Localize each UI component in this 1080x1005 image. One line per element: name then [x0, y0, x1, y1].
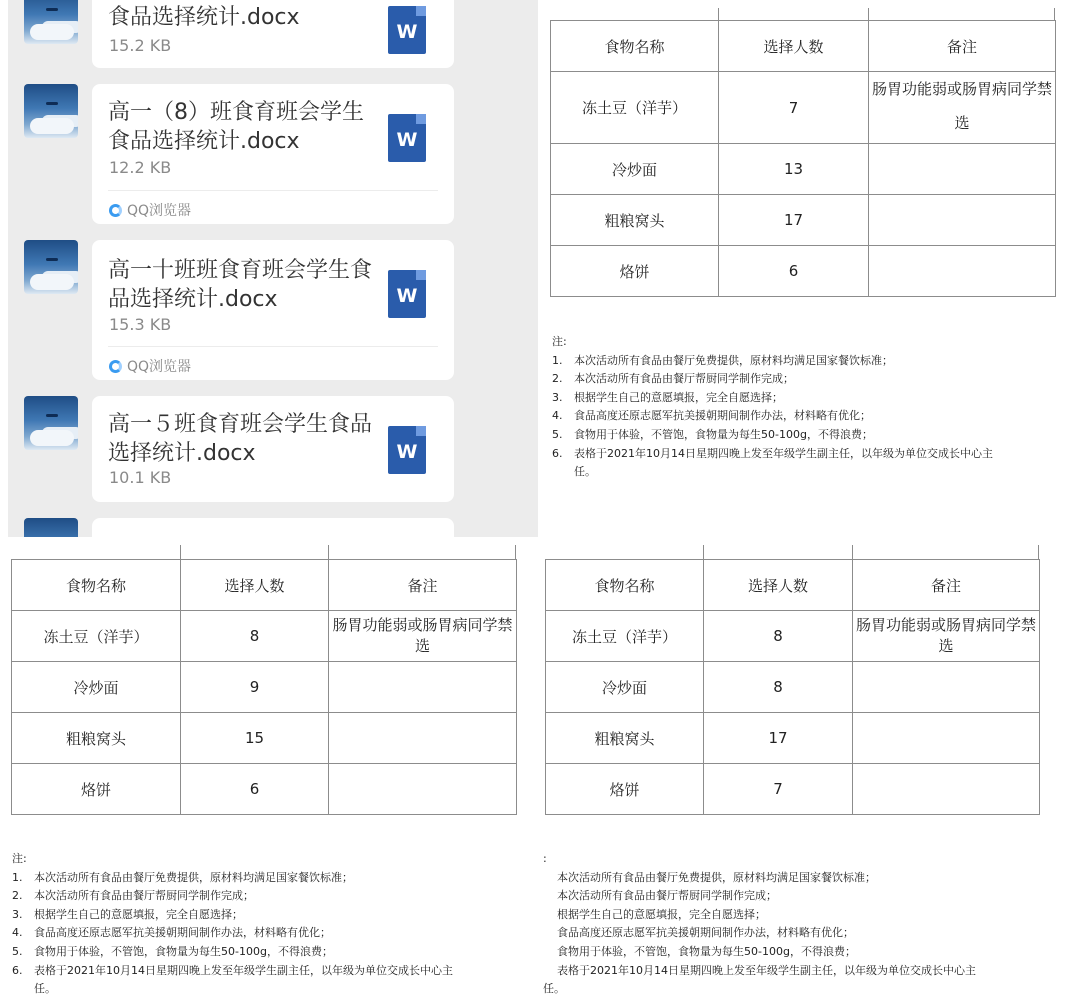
food-name-cell: 粗粮窝头 — [12, 713, 181, 764]
food-name-cell: 冻土豆（洋芋） — [12, 611, 181, 662]
word-file-icon: W — [388, 6, 426, 54]
word-file-icon: W — [388, 270, 426, 318]
food-name-cell: 冷炒面 — [12, 662, 181, 713]
header-cell: 食物名称 — [12, 560, 181, 611]
food-name-cell: 烙饼 — [546, 764, 704, 815]
notes-title: 注: — [12, 852, 27, 865]
note-item: 6. 表格于2021年10月14日星期四晚上发至年级学生副主任，以年级为单位交成长中心主 — [12, 963, 453, 977]
note-item: 1. 本次活动所有食品由餐厅免费提供，原材料均满足国家餐饮标准； — [12, 870, 353, 884]
note-item: 5. 食物用于体验，不管饱，食物量为每生50-100g，不得浪费； — [552, 427, 873, 441]
file-card[interactable] — [92, 240, 454, 380]
food-name-cell: 粗粮窝头 — [546, 713, 704, 764]
browser-label: QQ浏览器 — [127, 203, 192, 219]
qq-browser-icon — [109, 360, 122, 373]
file-card[interactable] — [92, 0, 454, 68]
word-file-icon: W — [388, 426, 426, 474]
file-name: 高一５班食育班会学生食品选择统计.docx — [108, 412, 373, 466]
food-name-cell: 冻土豆（洋芋） — [551, 72, 719, 144]
file-card[interactable] — [92, 84, 454, 224]
card-divider — [108, 190, 438, 191]
notes-title: 注: — [552, 335, 567, 348]
open-with-browser[interactable] — [109, 200, 191, 220]
count-cell: 8 — [704, 662, 853, 713]
avatar[interactable] — [24, 84, 78, 138]
header-cell: 备注 — [869, 21, 1056, 72]
food-name-cell: 冷炒面 — [546, 662, 704, 713]
count-cell: 17 — [704, 713, 853, 764]
avatar[interactable] — [24, 518, 78, 537]
notes-title: : — [543, 852, 547, 865]
word-file-icon: W — [388, 114, 426, 162]
count-cell: 17 — [719, 195, 869, 246]
note-item: 任。 — [34, 982, 56, 996]
table-header-row — [12, 560, 517, 611]
table-row — [12, 662, 517, 713]
chat-message — [8, 0, 538, 70]
table-row — [546, 662, 1040, 713]
notes-block — [552, 333, 993, 482]
file-size: 10.1 KB — [109, 468, 172, 487]
notes-block — [543, 850, 976, 999]
remark-cell: 肠胃功能弱或肠胃病同学禁选 — [869, 72, 1056, 144]
food-name-cell: 粗粮窝头 — [551, 195, 719, 246]
remark-cell — [329, 713, 517, 764]
table-border — [852, 545, 853, 559]
table-header-row — [551, 21, 1056, 72]
remark-cell — [869, 246, 1056, 297]
chat-message — [8, 396, 538, 504]
note-item: 4. 食品高度还原志愿军抗美援朝期间制作办法，材料略有优化； — [12, 926, 331, 940]
table-row — [12, 713, 517, 764]
table-row — [546, 764, 1040, 815]
note-item: 表格于2021年10月14日星期四晚上发至年级学生副主任，以年级为单位交成长中心主 — [557, 963, 976, 977]
remark-cell — [853, 662, 1040, 713]
header-cell: 备注 — [329, 560, 517, 611]
remark-cell — [853, 764, 1040, 815]
header-cell: 选择人数 — [181, 560, 329, 611]
header-cell: 食物名称 — [551, 21, 719, 72]
count-cell: 6 — [181, 764, 329, 815]
note-item: 根据学生自己的意愿填报，完全自愿选择； — [557, 907, 766, 921]
table-border — [515, 545, 516, 559]
header-cell: 选择人数 — [704, 560, 853, 611]
count-cell: 7 — [719, 72, 869, 144]
count-cell: 8 — [181, 611, 329, 662]
notes-block — [12, 850, 453, 999]
remark-cell — [329, 764, 517, 815]
remark-cell: 肠胃功能弱或肠胃病同学禁选 — [853, 611, 1040, 662]
count-cell: 8 — [704, 611, 853, 662]
table-header-row — [546, 560, 1040, 611]
table-row — [551, 246, 1056, 297]
chat-message — [8, 240, 538, 382]
table-row — [551, 144, 1056, 195]
food-name-cell: 烙饼 — [551, 246, 719, 297]
avatar[interactable] — [24, 0, 78, 44]
note-item: 2. 本次活动所有食品由餐厅帮厨同学制作完成； — [552, 372, 794, 386]
remark-cell — [329, 662, 517, 713]
table-border — [703, 545, 704, 559]
note-item: 6. 表格于2021年10月14日星期四晚上发至年级学生副主任，以年级为单位交成长中心主 — [552, 446, 993, 460]
table-row — [546, 611, 1040, 662]
file-size: 15.3 KB — [109, 315, 172, 334]
qq-browser-icon — [109, 204, 122, 217]
note-item: 食物用于体验，不管饱，食物量为每生50-100g，不得浪费； — [557, 944, 856, 958]
card-divider — [108, 346, 438, 347]
note-item: 任。 — [543, 982, 565, 996]
table-row — [546, 713, 1040, 764]
food-selection-table — [545, 559, 1040, 815]
open-with-browser[interactable] — [109, 356, 191, 376]
note-item: 3. 根据学生自己的意愿填报，完全自愿选择； — [552, 390, 783, 404]
file-size: 12.2 KB — [109, 158, 172, 177]
note-item: 任。 — [574, 465, 596, 479]
remark-cell — [869, 144, 1056, 195]
browser-label: QQ浏览器 — [127, 359, 192, 375]
file-name: 高一十班班食育班会学生食品选择统计.docx — [108, 258, 373, 312]
note-item: 本次活动所有食品由餐厅帮厨同学制作完成； — [557, 889, 777, 903]
avatar[interactable] — [24, 396, 78, 450]
note-item: 3. 根据学生自己的意愿填报，完全自愿选择； — [12, 907, 243, 921]
count-cell: 7 — [704, 764, 853, 815]
file-card[interactable] — [92, 518, 454, 537]
note-item: 4. 食品高度还原志愿军抗美援朝期间制作办法，材料略有优化； — [552, 409, 871, 423]
note-item: 本次活动所有食品由餐厅免费提供，原材料均满足国家餐饮标准； — [557, 870, 876, 884]
header-cell: 备注 — [853, 560, 1040, 611]
remark-cell: 肠胃功能弱或肠胃病同学禁选 — [329, 611, 517, 662]
file-name: 食品选择统计.docx — [108, 5, 300, 30]
food-name-cell: 烙饼 — [12, 764, 181, 815]
note-item: 2. 本次活动所有食品由餐厅帮厨同学制作完成； — [12, 889, 254, 903]
food-selection-table — [11, 559, 517, 815]
remark-cell — [853, 713, 1040, 764]
header-cell: 食物名称 — [546, 560, 704, 611]
food-name-cell: 冷炒面 — [551, 144, 719, 195]
table-border — [1054, 8, 1055, 20]
chat-message — [8, 518, 538, 537]
note-item: 1. 本次活动所有食品由餐厅免费提供，原材料均满足国家餐饮标准； — [552, 353, 893, 367]
count-cell: 13 — [719, 144, 869, 195]
table-row — [12, 611, 517, 662]
table-row — [551, 195, 1056, 246]
table-border — [328, 545, 329, 559]
table-border — [868, 8, 869, 20]
count-cell: 15 — [181, 713, 329, 764]
file-size: 15.2 KB — [109, 36, 172, 55]
file-name: 高一（8）班食育班会学生食品选择统计.docx — [108, 100, 364, 154]
avatar[interactable] — [24, 240, 78, 294]
chat-message — [8, 84, 538, 226]
table-row — [12, 764, 517, 815]
table-row — [551, 72, 1056, 144]
count-cell: 6 — [719, 246, 869, 297]
food-selection-table — [550, 20, 1056, 297]
header-cell: 选择人数 — [719, 21, 869, 72]
count-cell: 9 — [181, 662, 329, 713]
note-item: 食品高度还原志愿军抗美援朝期间制作办法，材料略有优化； — [557, 926, 854, 940]
table-border — [1038, 545, 1039, 559]
remark-cell — [869, 195, 1056, 246]
chat-panel — [8, 0, 538, 537]
table-border — [180, 545, 181, 559]
file-card[interactable] — [92, 396, 454, 502]
table-border — [718, 8, 719, 20]
note-item: 5. 食物用于体验，不管饱，食物量为每生50-100g，不得浪费； — [12, 944, 333, 958]
food-name-cell: 冻土豆（洋芋） — [546, 611, 704, 662]
